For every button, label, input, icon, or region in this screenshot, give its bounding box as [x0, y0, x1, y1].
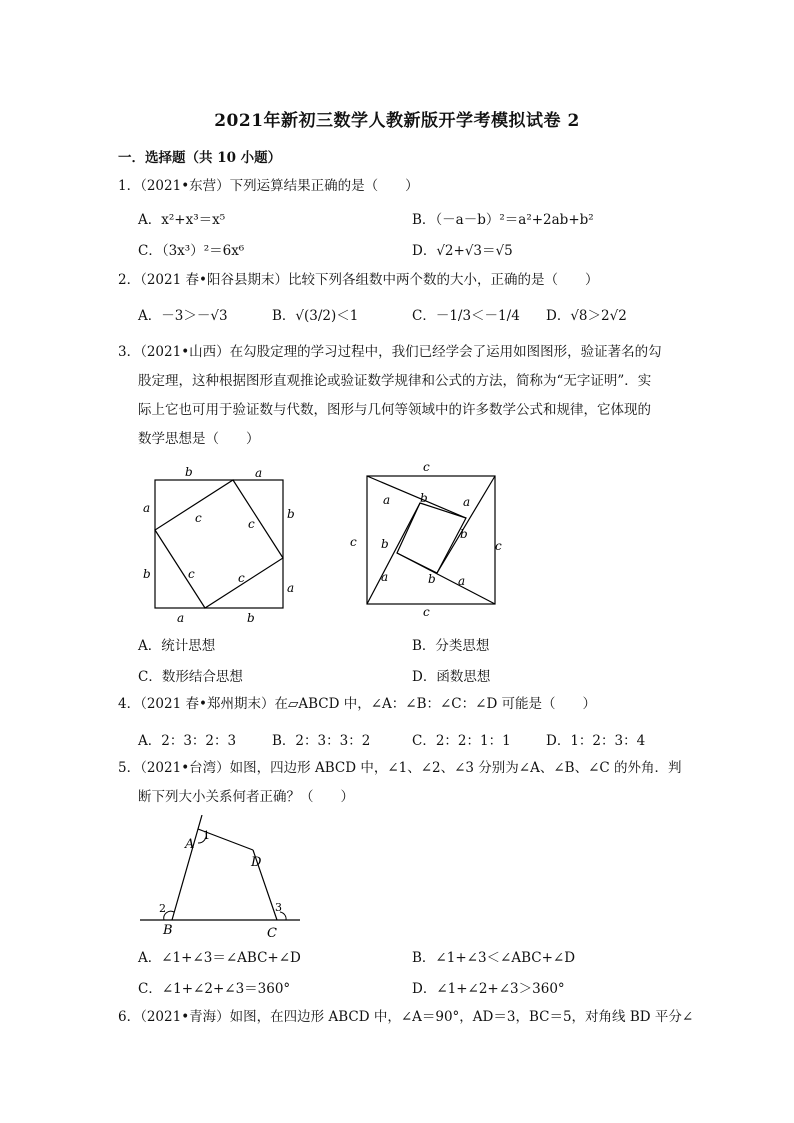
angle-3-label: 3: [275, 901, 282, 914]
question-6-line-1: 6．（2021•青海）如图，在四边形 ABCD 中，∠A＝90°，AD＝3，BC＝5，对角线 BD 平分∠: [118, 1009, 694, 1025]
label-a-bottom: a: [177, 611, 185, 625]
label-a-right: a: [287, 581, 295, 595]
vertex-d-label: D: [251, 855, 262, 870]
question-5-line-1: 5．（2021•台湾）如图，四边形 ABCD 中，∠1、∠2、∠3 分别为∠A、∠B、∠C 的外角．判: [118, 760, 682, 776]
label-c-2: c: [248, 517, 255, 531]
q4-option-d: D．1：2：3：4: [546, 733, 646, 749]
q1-option-d: D．√2+√3＝√5: [412, 243, 513, 259]
question-3-line-4: 数学思想是（ ）: [138, 431, 260, 447]
triangle-side-4: [367, 503, 420, 604]
label-c-4: c: [238, 571, 245, 585]
label-a-4: a: [458, 574, 466, 588]
label-c-right: c: [495, 539, 502, 553]
q5-option-b: B．∠1+∠3＜∠ABC+∠D: [412, 950, 576, 966]
q5-option-d: D．∠1+∠2+∠3＞360°: [412, 981, 565, 997]
q3-option-c: C．数形结合思想: [138, 669, 243, 685]
q2-option-b: B．√(3/2)＜1: [272, 308, 359, 324]
label-a-3: a: [381, 570, 389, 584]
question-3-line-3: 际上它也可用于验证数与代数，图形与几何等领域中的许多数学公式和规律，它体现的: [138, 402, 651, 418]
q4-option-b: B．2：3：3：2: [272, 733, 371, 749]
question-2-stem: 2．（2021 春•阳谷县期末）比较下列各组数中两个数的大小，正确的是（ ）: [118, 272, 599, 288]
q1-option-c: C．（3x³）²＝6x⁶: [138, 243, 245, 259]
q2-option-c: C．－1/3＜－1/4: [412, 308, 520, 324]
outer-square: [155, 480, 283, 608]
question-4-stem: 4．（2021 春•郑州期末）在▱ABCD 中，∠A：∠B：∠C：∠D 可能是（ ）: [118, 696, 597, 712]
vertex-a-label: A: [185, 837, 195, 852]
q2-option-d: D．√8＞2√2: [546, 308, 627, 324]
label-b-top: b: [185, 465, 193, 479]
page-title: 2021年新初三数学人教新版开学考模拟试卷 2: [214, 111, 580, 131]
q4-option-a: A．2：3：2：3: [138, 733, 237, 749]
label-b-3: b: [381, 537, 389, 551]
triangle-side-2: [437, 476, 495, 573]
label-c-1: c: [195, 511, 202, 525]
label-a-2: a: [463, 495, 471, 509]
question-1-stem: 1．（2021•东营）下列运算结果正确的是（ ）: [118, 178, 419, 194]
q4-option-c: C．2：2：1：1: [412, 733, 511, 749]
angle-1-label: 1: [203, 829, 210, 842]
pythagoras-figure-right: [345, 458, 515, 628]
label-c-bottom: c: [423, 605, 430, 619]
q5-option-a: A．∠1+∠3＝∠ABC+∠D: [138, 950, 301, 966]
vertex-b-label: B: [163, 923, 173, 938]
quadrilateral-figure: [135, 815, 310, 940]
label-b-2: b: [460, 527, 468, 541]
label-a-1: a: [383, 493, 391, 507]
question-3-line-1: 3．（2021•山西）在勾股定理的学习过程中，我们已经学会了运用如图图形，验证著名的勾: [118, 344, 662, 360]
q1-option-b: B．（－a－b）²＝a²+2ab+b²: [412, 212, 594, 228]
pythagoras-figure-left: [135, 460, 305, 630]
inner-square: [155, 480, 283, 608]
question-3-line-2: 股定理，这种根据图形直观推论或验证数学规律和公式的方法，简称为“无字证明”．实: [138, 373, 652, 389]
side-ba-extended: [172, 815, 202, 920]
q3-option-a: A．统计思想: [138, 638, 216, 654]
section-heading: 一．选择题（共 10 小题）: [118, 150, 282, 166]
q5-option-c: C．∠1+∠2+∠3＝360°: [138, 981, 291, 997]
q1-option-a: A．x²+x³＝x⁵: [138, 212, 226, 228]
label-c-left: c: [350, 535, 357, 549]
label-c-3: c: [188, 567, 195, 581]
label-b-4: b: [428, 572, 436, 586]
q3-option-b: B．分类思想: [412, 638, 490, 654]
angle-2-label: 2: [159, 902, 166, 915]
label-b-right: b: [287, 507, 295, 521]
vertex-c-label: C: [267, 926, 277, 940]
label-a-left: a: [143, 501, 151, 515]
label-b-left: b: [143, 567, 151, 581]
question-5-line-2: 断下列大小关系何者正确？（ ）: [138, 789, 354, 805]
label-c-top: c: [423, 460, 430, 474]
q3-option-d: D．函数思想: [412, 669, 491, 685]
label-b-bottom: b: [247, 611, 255, 625]
label-a-top: a: [255, 466, 263, 480]
q2-option-a: A．－3＞－√3: [138, 308, 228, 324]
label-b-1: b: [420, 491, 428, 505]
